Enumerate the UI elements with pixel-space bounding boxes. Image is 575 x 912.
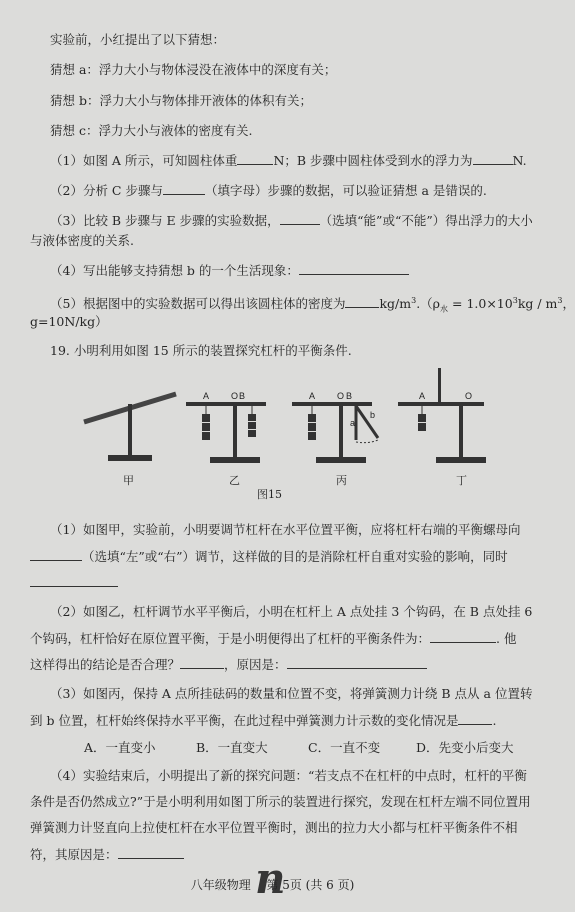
- q19-4c: 弹簧测力计竖直向上拉使杠杆在水平位置平衡时，测出的拉力大小都与杠杆平衡条件不相: [30, 820, 518, 835]
- blank: [473, 152, 513, 165]
- label-B-yi: B: [239, 391, 246, 401]
- q18-3-text2: （选填“能”或“不能”）得出浮力的大小: [319, 213, 533, 228]
- q19-3c-text: .: [492, 713, 497, 728]
- option-a: A．一直变小: [84, 740, 156, 755]
- q18-5-cont: g=10N/kg）: [30, 314, 108, 329]
- q19-3b-text: 到 b 位置，杠杆始终保持水平平衡，在此过程中弹簧测力计示数的变化情况是: [30, 713, 459, 728]
- q19-4d: [30, 846, 184, 863]
- q18-4: [50, 262, 409, 279]
- label-A-ding: A: [419, 391, 426, 401]
- blank: [237, 152, 273, 165]
- lever-bing: [292, 402, 378, 463]
- label-O-ding: O: [465, 391, 473, 401]
- option-c: C．一直不变: [308, 740, 381, 755]
- blank: [118, 846, 184, 859]
- q19-2b-text: 个钩码，杠杆恰好在原位置平衡，于是小明便得出了杠杆的平衡条件为：: [30, 631, 431, 646]
- guess-b: 猜想 b：浮力大小与物体排开液体的体积有关；: [50, 93, 312, 108]
- q18-2-text: （2）分析 C 步骤与: [50, 183, 163, 198]
- q19-2a: （2）如图乙，杠杆调节水平平衡后，小明在杠杆上 A 点处挂 3 个钩码，在 B 点处挂 6: [50, 604, 533, 619]
- q18-1-text2: N；B 步骤中圆柱体受到水的浮力为: [273, 153, 473, 168]
- q19-title: 19. 小明利用如图 15 所示的装置探究杠杆的平衡条件.: [50, 343, 352, 358]
- q19-2b: [30, 630, 516, 647]
- rho-value: = 1.0×10: [448, 296, 513, 312]
- q18-1-text3: N.: [512, 153, 527, 168]
- label-A-bing: A: [309, 391, 316, 401]
- label-yi: 乙: [229, 474, 240, 487]
- overlay-mark: n: [255, 854, 286, 903]
- q19-3a: （3）如图丙，保持 A 点所挂砝码的数量和位置不变，将弹簧测力计绕 B 点从 a 位置转: [50, 686, 533, 701]
- rho-sub: 水: [440, 304, 449, 314]
- label-bing: 丙: [336, 474, 347, 487]
- label-b: b: [370, 410, 376, 420]
- blank: [30, 548, 82, 561]
- q18-2-text2: （填字母）步骤的数据，可以验证猜想 a 是错误的.: [204, 183, 487, 198]
- lever-jia: [84, 394, 176, 461]
- q18-2: [50, 182, 487, 199]
- q19-1b: [30, 548, 508, 565]
- q18-4-text: （4）写出能够支持猜想 b 的一个生活现象：: [50, 263, 299, 278]
- q19-2d-text: 这样得出的结论是否合理？: [30, 657, 181, 672]
- q19-4a: （4）实验结束后，小明提出了新的探究问题：“若支点不在杠杆的中点时，杠杆的平衡: [50, 768, 527, 783]
- q18-5: （5）根据图中的实验数据可以得出该圆柱体的密度为 $kg/m^3.(\rho_水 = 1.0\times 10^3kg / m^3$，: [50, 296, 575, 314]
- label-O-bing: O: [337, 391, 345, 401]
- q18-3-text: （3）比较 B 步骤与 E 步骤的实验数据，: [50, 213, 280, 228]
- label-ding: 丁: [456, 474, 467, 487]
- blank: [280, 212, 320, 225]
- page-footer: [0, 876, 545, 893]
- label-O-yi: O: [231, 391, 239, 401]
- unit2: kg / m: [517, 296, 558, 312]
- blank: [458, 712, 492, 725]
- q19-1c: [30, 574, 118, 591]
- q18-3-cont: 与液体密度的关系.: [30, 233, 134, 248]
- unit: kg/m: [379, 296, 412, 312]
- q19-2c-text: . 他: [496, 631, 517, 646]
- q19-2e-text: ，原因是：: [224, 657, 287, 672]
- label-A-yi: A: [203, 391, 210, 401]
- option-b: B．一直变大: [196, 740, 268, 755]
- q19-4d-text: 符，其原因是：: [30, 847, 118, 862]
- label-jia: 甲: [123, 474, 134, 487]
- blank: [299, 262, 409, 275]
- q19-1b-text: （选填“左”或“右”）调节，这样做的目的是消除杠杆自重对实验的影响，同时: [82, 549, 508, 564]
- intro-text: 实验前，小红提出了以下猜想：: [50, 32, 226, 47]
- figure-caption: 图15: [257, 488, 282, 501]
- blank: [30, 574, 118, 587]
- blank: [345, 295, 379, 308]
- blank: [163, 182, 205, 195]
- option-d: D．先变小后变大: [416, 740, 514, 755]
- label-a: a: [350, 418, 356, 428]
- blank: [180, 656, 224, 669]
- q18-1: [50, 152, 527, 169]
- q18-3: [50, 212, 533, 229]
- q19-4b: 条件是否仍然成立?”于是小明利用如图丁所示的装置进行探究，发现在杠杆左端不同位置用: [30, 794, 531, 809]
- footer-page: 第 5页 (共 6 页): [266, 878, 355, 892]
- footer-subject: 八年级物理: [190, 878, 251, 892]
- q19-1a: （1）如图甲，实验前，小明要调节杠杆在水平位置平衡，应将杠杆右端的平衡螺母向: [50, 522, 521, 537]
- lever-yi: [186, 402, 266, 463]
- comma: ，: [562, 296, 575, 312]
- figure-15: [0, 360, 545, 500]
- guess-c: 猜想 c：浮力大小与液体的密度有关.: [50, 123, 253, 138]
- blank: [287, 656, 427, 669]
- blank: [430, 630, 496, 643]
- lever-ding: [398, 368, 486, 463]
- q18-5-text: （5）根据图中的实验数据可以得出该圆柱体的密度为: [50, 296, 346, 312]
- guess-a: 猜想 a：浮力大小与物体浸没在液体中的深度有关；: [50, 62, 337, 77]
- rho: .（ρ: [416, 296, 441, 312]
- label-B-bing: B: [346, 391, 353, 401]
- q18-1-text: （1）如图 A 所示，可知圆柱体重: [50, 153, 238, 168]
- q19-3b: [30, 712, 496, 729]
- q19-2d: [30, 656, 427, 673]
